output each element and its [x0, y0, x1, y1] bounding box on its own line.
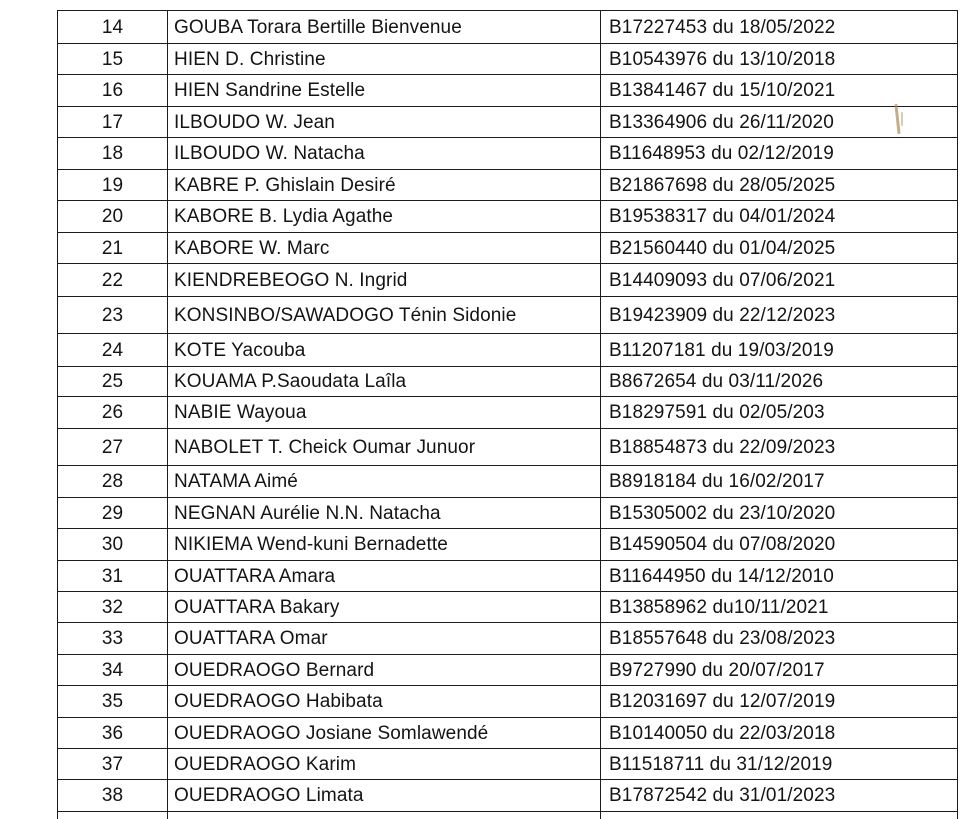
- row-number: 18: [58, 138, 168, 170]
- document-reference: B18854873 du 22/09/2023: [601, 429, 958, 466]
- table-row: [58, 812, 958, 819]
- document-reference: B8918184 du 16/02/2017: [601, 466, 958, 498]
- pen-mark: [901, 112, 903, 126]
- document-reference: B15305002 du 23/10/2020: [601, 498, 958, 529]
- table-body: [58, 11, 958, 819]
- document-reference: B11207181 du 19/03/2019: [601, 334, 958, 367]
- document-reference: B19423909 du 22/12/2023: [601, 297, 958, 334]
- row-number: 25: [58, 367, 168, 397]
- row-number: [58, 812, 168, 819]
- table-row: [58, 264, 958, 297]
- person-name: KOUAMA P.Saoudata Laîla: [168, 367, 601, 397]
- person-name: NABOLET T. Cheick Oumar Junuor: [168, 429, 601, 466]
- document-reference: B13841467 du 15/10/2021: [601, 75, 958, 107]
- person-name: NIKIEMA Wend-kuni Bernadette: [168, 529, 601, 561]
- row-number: 32: [58, 592, 168, 623]
- person-name: KABRE P. Ghislain Desiré: [168, 170, 601, 201]
- person-name: OUATTARA Amara: [168, 561, 601, 592]
- person-name: KONSINBO/SAWADOGO Ténin Sidonie: [168, 297, 601, 334]
- row-number: 26: [58, 397, 168, 429]
- personnel-table: [57, 10, 958, 819]
- person-name: ILBOUDO W. Jean: [168, 107, 601, 138]
- document-reference: B11518711 du 31/12/2019: [601, 749, 958, 780]
- document-reference: B10140050 du 22/03/2018: [601, 718, 958, 749]
- document-reference: B12031697 du 12/07/2019: [601, 686, 958, 718]
- table-row: [58, 233, 958, 264]
- table-row: [58, 334, 958, 367]
- document-reference: B8672654 du 03/11/2026: [601, 367, 958, 397]
- person-name: NEGNAN Aurélie N.N. Natacha: [168, 498, 601, 529]
- table-row: [58, 466, 958, 498]
- person-name: OUATTARA Omar: [168, 623, 601, 655]
- row-number: 14: [58, 11, 168, 44]
- table-row: [58, 367, 958, 397]
- table-row: [58, 686, 958, 718]
- document-reference: B13364906 du 26/11/2020: [601, 107, 958, 138]
- table-row: [58, 655, 958, 686]
- table-row: [58, 201, 958, 233]
- row-number: 37: [58, 749, 168, 780]
- table-row: [58, 718, 958, 749]
- row-number: 31: [58, 561, 168, 592]
- row-number: 24: [58, 334, 168, 367]
- person-name: NABIE Wayoua: [168, 397, 601, 429]
- row-number: 33: [58, 623, 168, 655]
- person-name: OUEDRAOGO Karim: [168, 749, 601, 780]
- person-name: HIEN D. Christine: [168, 44, 601, 75]
- row-number: 30: [58, 529, 168, 561]
- person-name: NATAMA Aimé: [168, 466, 601, 498]
- document-reference: B18297591 du 02/05/203: [601, 397, 958, 429]
- table-row: [58, 170, 958, 201]
- row-number: 19: [58, 170, 168, 201]
- person-name: KIENDREBEOGO N. Ingrid: [168, 264, 601, 297]
- person-name: OUEDRAOGO Josiane Somlawendé: [168, 718, 601, 749]
- document-reference: B9727990 du 20/07/2017: [601, 655, 958, 686]
- table-row: [58, 297, 958, 334]
- document-reference: B14409093 du 07/06/2021: [601, 264, 958, 297]
- document-reference: B21560440 du 01/04/2025: [601, 233, 958, 264]
- document-reference: B11644950 du 14/12/2010: [601, 561, 958, 592]
- row-number: 27: [58, 429, 168, 466]
- table-row: [58, 592, 958, 623]
- person-name: KOTE Yacouba: [168, 334, 601, 367]
- row-number: 34: [58, 655, 168, 686]
- table-row: [58, 138, 958, 170]
- table-row: [58, 623, 958, 655]
- document-reference: B17227453 du 18/05/2022: [601, 11, 958, 44]
- table-row: [58, 561, 958, 592]
- row-number: 35: [58, 686, 168, 718]
- person-name: ILBOUDO W. Natacha: [168, 138, 601, 170]
- table-row: [58, 397, 958, 429]
- row-number: 38: [58, 780, 168, 812]
- table-row: [58, 429, 958, 466]
- document-reference: B14590504 du 07/08/2020: [601, 529, 958, 561]
- table-row: [58, 780, 958, 812]
- document-reference: [601, 812, 958, 819]
- row-number: 17: [58, 107, 168, 138]
- table-row: [58, 529, 958, 561]
- person-name: OUEDRAOGO Limata: [168, 780, 601, 812]
- person-name: GOUBA Torara Bertille Bienvenue: [168, 11, 601, 44]
- table-row: [58, 107, 958, 138]
- person-name: OUATTARA Bakary: [168, 592, 601, 623]
- table-row: [58, 75, 958, 107]
- document-reference: B21867698 du 28/05/2025: [601, 170, 958, 201]
- document-reference: B11648953 du 02/12/2019: [601, 138, 958, 170]
- document-reference: B10543976 du 13/10/2018: [601, 44, 958, 75]
- table-row: [58, 749, 958, 780]
- document-reference: B13858962 du10/11/2021: [601, 592, 958, 623]
- row-number: 21: [58, 233, 168, 264]
- row-number: 29: [58, 498, 168, 529]
- document-reference: B17872542 du 31/01/2023: [601, 780, 958, 812]
- person-name: KABORE B. Lydia Agathe: [168, 201, 601, 233]
- person-name: [168, 812, 601, 819]
- person-name: HIEN Sandrine Estelle: [168, 75, 601, 107]
- table-row: [58, 11, 958, 44]
- row-number: 20: [58, 201, 168, 233]
- table-row: [58, 498, 958, 529]
- row-number: 28: [58, 466, 168, 498]
- row-number: 15: [58, 44, 168, 75]
- row-number: 23: [58, 297, 168, 334]
- document-reference: B19538317 du 04/01/2024: [601, 201, 958, 233]
- document-reference: B18557648 du 23/08/2023: [601, 623, 958, 655]
- table-row: [58, 44, 958, 75]
- row-number: 16: [58, 75, 168, 107]
- person-name: OUEDRAOGO Habibata: [168, 686, 601, 718]
- person-name: OUEDRAOGO Bernard: [168, 655, 601, 686]
- row-number: 36: [58, 718, 168, 749]
- row-number: 22: [58, 264, 168, 297]
- person-name: KABORE W. Marc: [168, 233, 601, 264]
